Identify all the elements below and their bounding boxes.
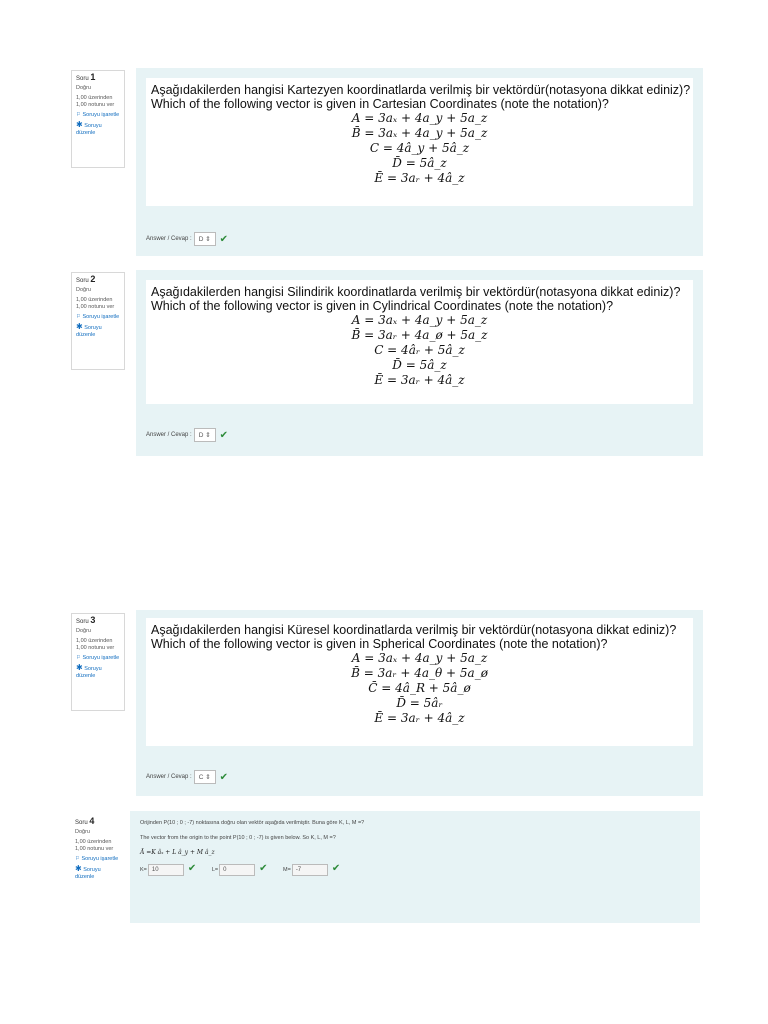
flag-question-link[interactable]: [76, 314, 120, 321]
answer-select[interactable]: C ⇕: [194, 770, 216, 784]
flag-icon: ⚐: [76, 314, 81, 320]
flag-label: Soruyu işaretle: [81, 856, 119, 862]
question-state: Doğru: [76, 628, 91, 634]
answer-row: [146, 232, 228, 246]
soru-label: Soru: [76, 278, 89, 284]
option-e: Ē = 3aᵣ + 4â_z: [374, 373, 465, 387]
question-box-2: [136, 270, 703, 456]
question-text-tr: Aşağıdakilerden hangisi Küresel koordinatlarda verilmiş bir vektördür(notasyona dikkat ediniz)?: [151, 623, 677, 637]
question-mark: 1,00 üzerinden: [76, 95, 113, 101]
check-icon: ✔: [219, 429, 229, 441]
question-number-value: 1: [90, 72, 96, 82]
question-mark: 1,00 üzerinden: [76, 297, 113, 303]
option-a: A = 3aₓ + 4a_y + 5a_z: [351, 313, 488, 327]
check-icon: ✔: [331, 863, 341, 874]
l-field-group: [212, 863, 268, 876]
question-mark-outof: 1,00 notunu ver: [76, 102, 115, 108]
k-input[interactable]: 10: [148, 864, 184, 876]
edit-label: Soruyu düzenle: [76, 325, 102, 338]
question-text-tr: Aşağıdakilerden hangisi Silindirik koordinatlarda verilmiş bir vektördür(notasyona dikkat ediniz)?: [151, 285, 681, 299]
question-text-en: The vector from the origin to the point P(10 ; 0 ; -7) is given below. So K, L, M =?: [140, 835, 336, 841]
option-e: Ē = 3aᵣ + 4â_z: [374, 711, 465, 725]
option-b: B̄ = 3aᵣ + 4a_θ + 5a_ø: [351, 666, 488, 680]
edit-question-link[interactable]: [76, 664, 120, 680]
question-text-en: Which of the following vector is given in Cylindrical Coordinates (note the notation)?: [151, 299, 614, 313]
l-label: L=: [211, 867, 219, 873]
question-number: [76, 74, 120, 83]
m-field-group: [283, 863, 340, 876]
option-c: C = 4â_y + 5â_z: [369, 141, 470, 155]
option-d: D̄ = 5âᵣ: [396, 696, 443, 710]
question-mark-outof: 1,00 notunu ver: [76, 304, 115, 310]
question-box-3: [136, 610, 703, 796]
option-b: B̄ = 3aᵣ + 4a_ø + 5a_z: [351, 328, 488, 342]
question-number: [75, 818, 121, 827]
question-text-tr: Orijinden P(10 ; 0 ; -7) noktasına doğru olan vektör aşağıda verilmiştir. Buna göre K, L, M =?: [140, 820, 365, 826]
question-state: Doğru: [76, 287, 91, 293]
answer-select[interactable]: D ⇕: [194, 428, 216, 442]
question-state: Doğru: [76, 85, 91, 91]
answer-fields: [140, 863, 354, 876]
flag-icon: ⚐: [76, 655, 81, 661]
edit-question-link[interactable]: [76, 121, 120, 137]
check-icon: ✔: [259, 863, 268, 874]
flag-icon: ⚐: [75, 856, 80, 862]
question-state: Doğru: [75, 829, 90, 835]
edit-question-link[interactable]: [76, 323, 120, 339]
k-label: K=: [140, 867, 147, 873]
question-number: [76, 276, 120, 285]
gear-icon: ✱: [75, 864, 82, 873]
check-icon: ✔: [187, 863, 197, 874]
option-a: A = 3aₓ + 4a_y + 5a_z: [351, 651, 488, 665]
flag-label: Soruyu işaretle: [82, 655, 120, 661]
flag-question-link[interactable]: [75, 856, 121, 863]
answer-label: Answer / Cevap :: [146, 774, 192, 780]
l-input[interactable]: 0: [219, 864, 255, 876]
question-number-value: 3: [90, 615, 96, 625]
option-e: Ē = 3aᵣ + 4â_z: [374, 171, 465, 185]
question-info-3: [71, 613, 125, 711]
flag-label: Soruyu işaretle: [82, 112, 120, 118]
option-a: A = 3aₓ + 4a_y + 5a_z: [351, 111, 488, 125]
question-formula: Ā =K âₓ + L â_y + M â_z: [140, 849, 215, 856]
question-mark: 1,00 üzerinden: [76, 638, 113, 644]
m-label: M=: [283, 867, 291, 873]
question-number: [76, 617, 120, 626]
option-d: D̄ = 5â_z: [392, 156, 447, 170]
edit-label: Soruyu düzenle: [76, 666, 102, 679]
option-c: C̄ = 4â_R + 5â_ø: [368, 681, 471, 695]
gear-icon: ✱: [76, 663, 83, 672]
k-field-group: [140, 863, 196, 876]
question-info-4: [71, 815, 125, 907]
flag-question-link[interactable]: [76, 112, 120, 119]
check-icon: ✔: [219, 771, 229, 783]
soru-label: Soru: [75, 820, 88, 826]
answer-row: [146, 770, 228, 784]
m-input[interactable]: -7: [292, 864, 328, 876]
edit-label: Soruyu düzenle: [76, 123, 102, 136]
answer-label: Answer / Cevap :: [146, 236, 192, 242]
soru-label: Soru: [76, 619, 89, 625]
flag-icon: ⚐: [76, 112, 81, 118]
question-number-value: 2: [90, 274, 96, 284]
answer-label: Answer / Cevap :: [146, 432, 192, 438]
option-b: B̄ = 3aₓ + 4a_y + 5a_z: [351, 126, 488, 140]
edit-question-link[interactable]: [75, 865, 121, 881]
question-text-en: Which of the following vector is given in Cartesian Coordinates (note the notation)?: [151, 97, 609, 111]
question-text-en: Which of the following vector is given in Spherical Coordinates (note the notation)?: [151, 637, 608, 651]
question-number-value: 4: [89, 816, 95, 826]
question-text-tr: Aşağıdakilerden hangisi Kartezyen koordinatlarda verilmiş bir vektördür(notasyona dikkat ediniz)?: [151, 83, 691, 97]
flag-label: Soruyu işaretle: [82, 314, 120, 320]
question-text: [146, 280, 693, 404]
question-mark: 1,00 üzerinden: [75, 839, 112, 845]
answer-select[interactable]: D ⇕: [194, 232, 216, 246]
gear-icon: ✱: [76, 120, 83, 129]
question-text: [146, 618, 693, 746]
option-d: D̄ = 5â_z: [392, 358, 447, 372]
question-info-1: [71, 70, 125, 168]
question-text: [146, 78, 693, 206]
question-mark-outof: 1,00 notunu ver: [75, 846, 114, 852]
question-box-1: [136, 68, 703, 256]
question-info-2: [71, 272, 125, 370]
gear-icon: ✱: [76, 322, 83, 331]
answer-row: [146, 428, 228, 442]
option-c: C = 4âᵣ + 5â_z: [374, 343, 465, 357]
soru-label: Soru: [76, 76, 89, 82]
flag-question-link[interactable]: [76, 655, 120, 662]
edit-label: Soruyu düzenle: [75, 867, 101, 880]
check-icon: ✔: [219, 233, 229, 245]
question-mark-outof: 1,00 notunu ver: [76, 645, 115, 651]
question-box-4: [130, 811, 700, 923]
